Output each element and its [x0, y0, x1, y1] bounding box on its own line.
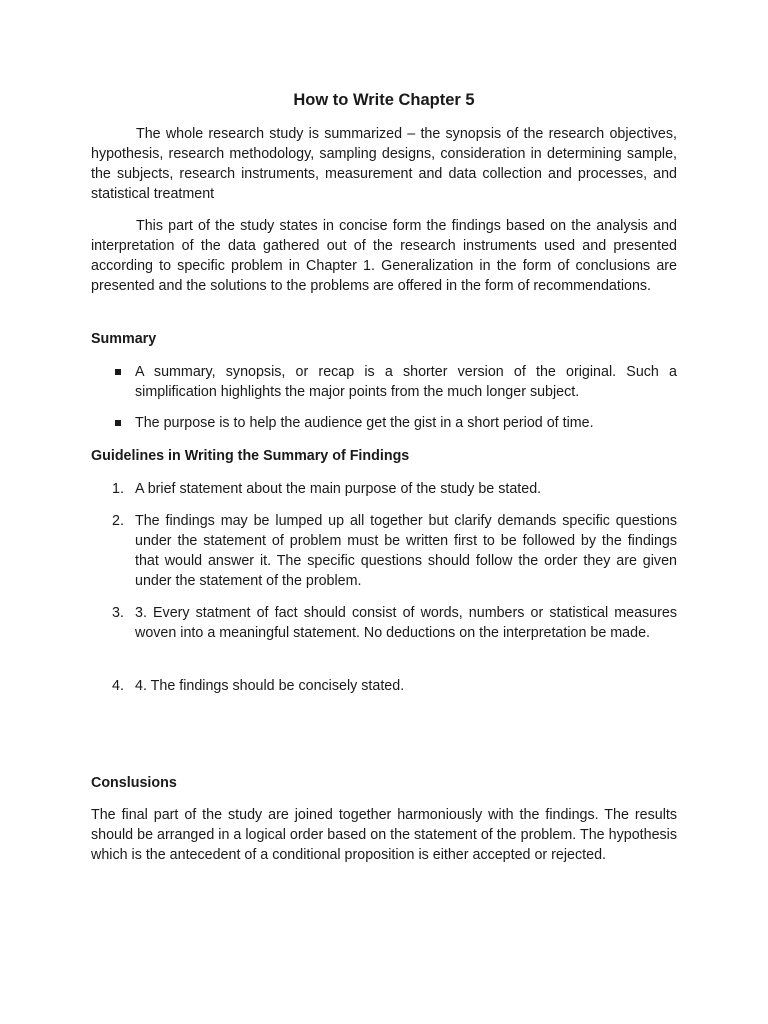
page-title: How to Write Chapter 5: [293, 91, 475, 109]
intro-paragraph-2: This part of the study states in concise form the findings based on the analysis and interpretation of the data gathered out of the research instruments used and presented according to specific problem in Chapter 1. Generalization in the form of conclusions are presented and the solutions to the problems are offered in the form of recommendations.: [91, 218, 677, 294]
bullet-text: A summary, synopsis, or recap is a shorter version of the original. Such a simplification highlights the major points from the much longer subject.: [135, 364, 677, 400]
list-text: The findings may be lumped up all together but clarify demands specific questions under the statement of problem must be written first to be followed by the findings that would answer it. The specific questions should follow the order they are given under the statement of the problem.: [135, 513, 677, 589]
intro-paragraph-1: The whole research study is summarized – the synopsis of the research objectives, hypothesis, research methodology, sampling designs, consideration in determining sample, the subjects, research instruments, measurement and data collection and processes, and statistical treatment: [91, 126, 677, 202]
list-number: 4.: [112, 678, 124, 694]
list-number: 1.: [112, 481, 124, 497]
square-bullet-icon: [115, 420, 121, 426]
guidelines-heading: Guidelines in Writing the Summary of Findings: [91, 448, 410, 464]
list-text: 3. Every statment of fact should consist of words, numbers or statistical measures woven into a meaningful statement. No deductions on the interpretation be made.: [135, 605, 677, 641]
conclusions-paragraph: The final part of the study are joined together harmoniously with the findings. The results should be arranged in a logical order based on the statement of the problem. The hypothesis which is the antecedent of a conditional proposition is either accepted or rejected.: [91, 807, 677, 863]
list-number: 2.: [112, 513, 124, 529]
list-text: A brief statement about the main purpose of the study be stated.: [135, 481, 542, 497]
bullet-text: The purpose is to help the audience get the gist in a short period of time.: [135, 415, 594, 431]
list-text: 4. The findings should be concisely stated.: [135, 678, 405, 694]
summary-heading: Summary: [91, 331, 157, 347]
list-number: 3.: [112, 605, 124, 621]
conclusions-heading: Conslusions: [91, 775, 177, 791]
square-bullet-icon: [115, 369, 121, 375]
